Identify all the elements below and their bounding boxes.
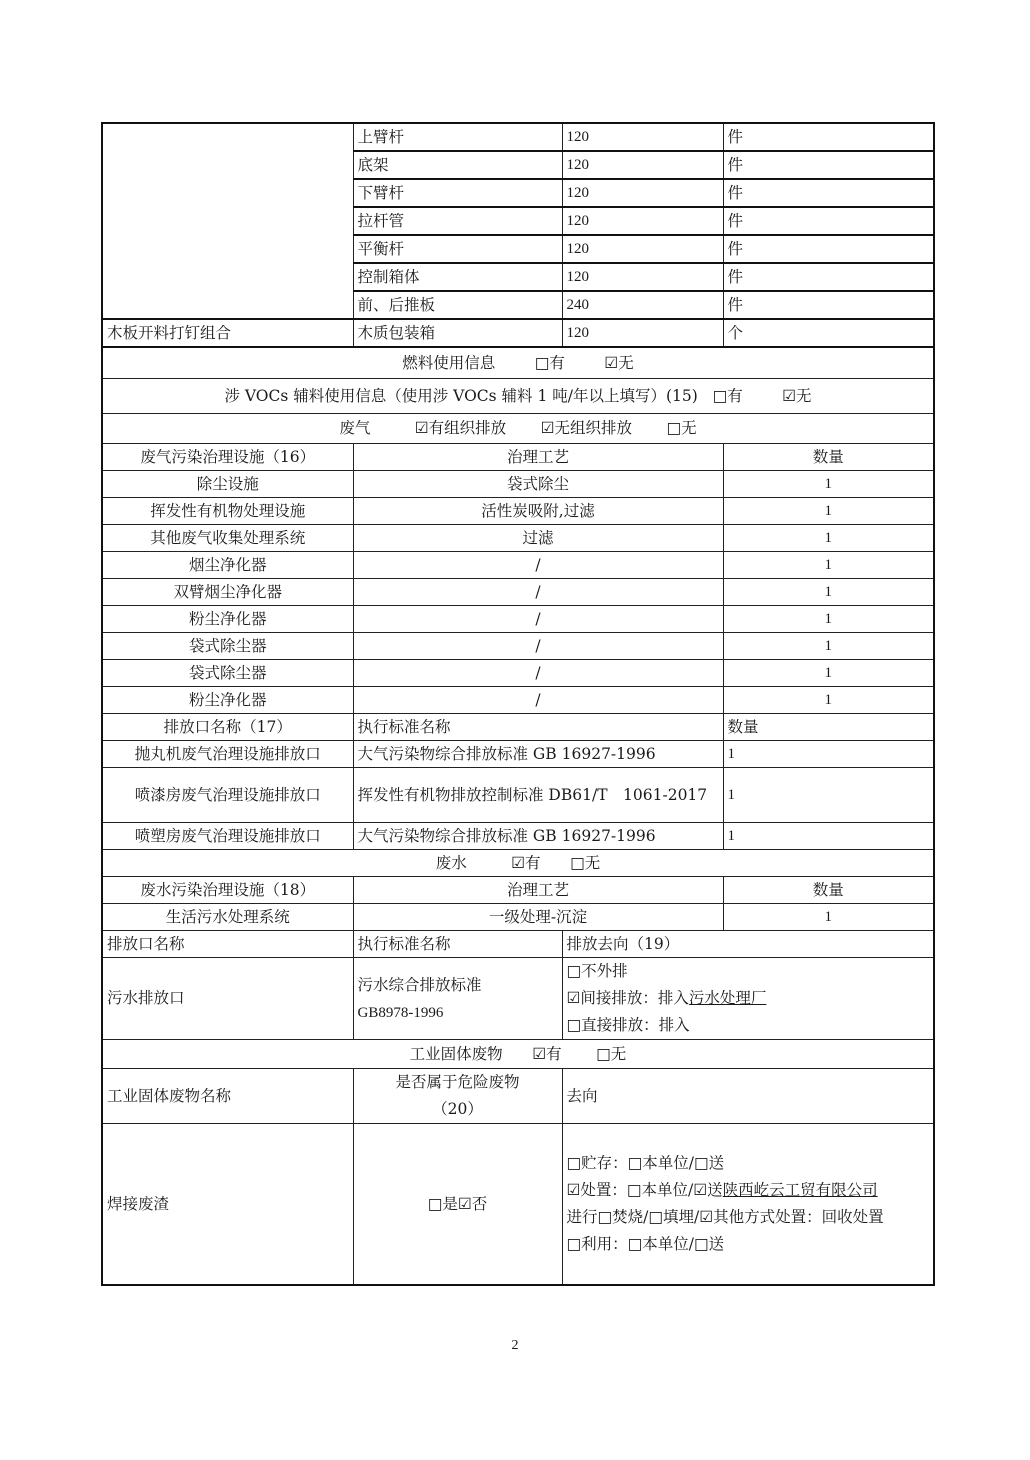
gas-facility-row: [102, 606, 934, 633]
vocs-yes-checkbox: □有: [712, 386, 743, 405]
dest-disposal-company: 陕西屹云工贸有限公司: [722, 1181, 878, 1199]
facility-qty: 1: [723, 633, 934, 660]
facility-process: 袋式除尘: [353, 471, 723, 498]
header-qty: 数量: [723, 877, 934, 904]
gas-facility-row: [102, 687, 934, 714]
product-qty: 120: [562, 235, 723, 263]
header-facility: 废气污染治理设施（16）: [102, 444, 353, 471]
facility-name: 除尘设施: [102, 471, 353, 498]
product-name: 平衡杆: [353, 235, 562, 263]
water-facility-row: [102, 904, 934, 931]
gas-outlet-row: [102, 741, 934, 768]
dest-method: 进行□焚烧/□填埋/☑其他方式处置：回收处置: [566, 1208, 884, 1226]
gas-facility-row: [102, 579, 934, 606]
gas-none-checkbox: □无: [666, 419, 697, 437]
dest-storage: □贮存：□本单位/□送: [566, 1154, 725, 1172]
product-qty: 120: [562, 207, 723, 235]
standard-line: 污水综合排放标准: [357, 975, 482, 994]
facility-process: /: [353, 579, 723, 606]
outlet-standard: 大气污染物综合排放标准 GB 16927-1996: [353, 823, 723, 850]
product-qty: 120: [562, 319, 723, 347]
product-qty: 120: [562, 123, 723, 151]
fuel-info: [102, 347, 934, 379]
solid-name: 焊接废渣: [102, 1124, 353, 1286]
facility-qty: 1: [723, 904, 934, 931]
outlet-destination: [562, 958, 934, 1040]
header-destination: 排放去向（19）: [562, 931, 934, 958]
product-unit: 件: [723, 207, 934, 235]
product-name: 下臂杆: [353, 179, 562, 207]
facility-process: /: [353, 633, 723, 660]
vocs-label: 涉 VOCs 辅料使用信息（使用涉 VOCs 辅料 1 吨/年以上填写）(15): [224, 386, 698, 405]
outlet-qty: 1: [723, 768, 934, 823]
hazard-line: （20）: [432, 1100, 483, 1118]
solid-hazard: □是☑否: [353, 1124, 562, 1286]
facility-qty: 1: [723, 471, 934, 498]
facility-name: 粉尘净化器: [102, 687, 353, 714]
product-unit: 件: [723, 263, 934, 291]
header-facility: 废水污染治理设施（18）: [102, 877, 353, 904]
product-qty: 120: [562, 179, 723, 207]
dest-indirect: [567, 985, 930, 1012]
header-standard: 执行标准名称: [353, 714, 723, 741]
dest-indirect-label: ☑间接排放：排入: [566, 989, 689, 1007]
solid-row: [102, 1124, 934, 1286]
fuel-no-checkbox: ☑无: [604, 353, 634, 372]
product-row: [102, 123, 934, 151]
fuel-section: [102, 347, 934, 379]
water-section: [102, 850, 934, 877]
header-qty: 数量: [723, 714, 934, 741]
solid-no-checkbox: □无: [596, 1044, 627, 1063]
blank-process-cell: [102, 123, 353, 319]
product-name: 拉杆管: [353, 207, 562, 235]
facility-process: /: [353, 606, 723, 633]
water-facility-header: [102, 877, 934, 904]
product-unit: 个: [723, 319, 934, 347]
dest-utilization: □利用：□本单位/□送: [566, 1235, 725, 1253]
standard-line: GB8978-1996: [357, 1004, 444, 1021]
dest-direct: □直接排放：排入: [566, 1016, 690, 1034]
hazard-line: 是否属于危险废物: [395, 1073, 520, 1091]
header-outlet: 排放口名称（17）: [102, 714, 353, 741]
outlet-name: 抛丸机废气治理设施排放口: [102, 741, 353, 768]
outlet-name: 喷漆房废气治理设施排放口: [102, 768, 353, 823]
environmental-info-table: [101, 122, 935, 1286]
solid-header: [102, 1069, 934, 1124]
vocs-section: [102, 379, 934, 414]
header-outlet: 排放口名称: [102, 931, 353, 958]
fuel-yes-checkbox: □有: [534, 353, 565, 372]
header-solid-name: 工业固体废物名称: [102, 1069, 353, 1124]
dest-disposal-label: ☑处置：□本单位/☑送: [566, 1181, 723, 1199]
facility-process: 活性炭吸附,过滤: [353, 498, 723, 525]
product-qty: 120: [562, 151, 723, 179]
gas-outlet-row: [102, 823, 934, 850]
gas-facility-row: [102, 525, 934, 552]
facility-qty: 1: [723, 606, 934, 633]
solid-info: [102, 1040, 934, 1069]
product-name: 前、后推板: [353, 291, 562, 319]
wood-row: [102, 319, 934, 347]
solid-destination: [562, 1124, 934, 1286]
gas-organized-checkbox: ☑有组织排放: [414, 419, 507, 437]
gas-unorganized-checkbox: ☑无组织排放: [540, 419, 632, 437]
gas-facility-header: [102, 444, 934, 471]
facility-name: 生活污水处理系统: [102, 904, 353, 931]
product-name: 上臂杆: [353, 123, 562, 151]
page-number: 2: [511, 1338, 519, 1353]
outlet-qty: 1: [723, 741, 934, 768]
gas-label: 废气: [339, 419, 371, 437]
document-page: [101, 122, 933, 1286]
product-unit: 件: [723, 179, 934, 207]
facility-name: 袋式除尘器: [102, 660, 353, 687]
water-label: 废水: [435, 853, 467, 872]
gas-outlet-header: [102, 714, 934, 741]
product-name: 底架: [353, 151, 562, 179]
header-hazard: [353, 1069, 562, 1124]
outlet-qty: 1: [723, 823, 934, 850]
facility-qty: 1: [723, 579, 934, 606]
product-unit: 件: [723, 123, 934, 151]
gas-facility-row: [102, 552, 934, 579]
facility-name: 袋式除尘器: [102, 633, 353, 660]
header-process: 治理工艺: [353, 877, 723, 904]
facility-process: 一级处理-沉淀: [353, 904, 723, 931]
product-qty: 120: [562, 263, 723, 291]
facility-qty: 1: [723, 525, 934, 552]
facility-qty: 1: [723, 660, 934, 687]
outlet-name: 喷塑房废气治理设施排放口: [102, 823, 353, 850]
facility-process: 过滤: [353, 525, 723, 552]
product-name: 木质包装箱: [353, 319, 562, 347]
gas-info: [102, 414, 934, 444]
water-info: [102, 850, 934, 877]
gas-facility-row: [102, 498, 934, 525]
solid-yes-checkbox: ☑有: [532, 1044, 562, 1063]
product-unit: 件: [723, 151, 934, 179]
facility-name: 双臂烟尘净化器: [102, 579, 353, 606]
dest-disposal: [567, 1177, 926, 1204]
water-yes-checkbox: ☑有: [511, 853, 541, 872]
header-destination: 去向: [562, 1069, 934, 1124]
fuel-label: 燃料使用信息: [402, 353, 496, 372]
facility-process: /: [353, 687, 723, 714]
water-no-checkbox: □无: [570, 853, 601, 872]
facility-process: /: [353, 552, 723, 579]
facility-name: 粉尘净化器: [102, 606, 353, 633]
outlet-standard: [353, 958, 562, 1040]
vocs-info: [102, 379, 934, 414]
header-standard: 执行标准名称: [353, 931, 562, 958]
product-unit: 件: [723, 291, 934, 319]
facility-qty: 1: [723, 552, 934, 579]
gas-facility-row: [102, 660, 934, 687]
facility-qty: 1: [723, 498, 934, 525]
outlet-name: 污水排放口: [102, 958, 353, 1040]
facility-name: 烟尘净化器: [102, 552, 353, 579]
outlet-standard: 挥发性有机物排放控制标准 DB61/T 1061-2017: [353, 768, 723, 823]
water-outlet-row: [102, 958, 934, 1040]
gas-facility-row: [102, 633, 934, 660]
solid-label: 工业固体废物: [409, 1044, 503, 1063]
facility-name: 挥发性有机物处理设施: [102, 498, 353, 525]
facility-name: 其他废气收集处理系统: [102, 525, 353, 552]
process-name: 木板开料打钉组合: [102, 319, 353, 347]
product-unit: 件: [723, 235, 934, 263]
facility-process: /: [353, 660, 723, 687]
header-process: 治理工艺: [353, 444, 723, 471]
outlet-standard: 大气污染物综合排放标准 GB 16927-1996: [353, 741, 723, 768]
header-qty: 数量: [723, 444, 934, 471]
product-qty: 240: [562, 291, 723, 319]
solid-section: [102, 1040, 934, 1069]
dest-none: □不外排: [566, 962, 628, 980]
gas-facility-row: [102, 471, 934, 498]
gas-section: [102, 414, 934, 444]
product-name: 控制箱体: [353, 263, 562, 291]
gas-outlet-row: [102, 768, 934, 823]
facility-qty: 1: [723, 687, 934, 714]
water-outlet-header: [102, 931, 934, 958]
vocs-no-checkbox: ☑无: [782, 386, 812, 405]
dest-indirect-target: 污水处理厂: [688, 989, 767, 1007]
